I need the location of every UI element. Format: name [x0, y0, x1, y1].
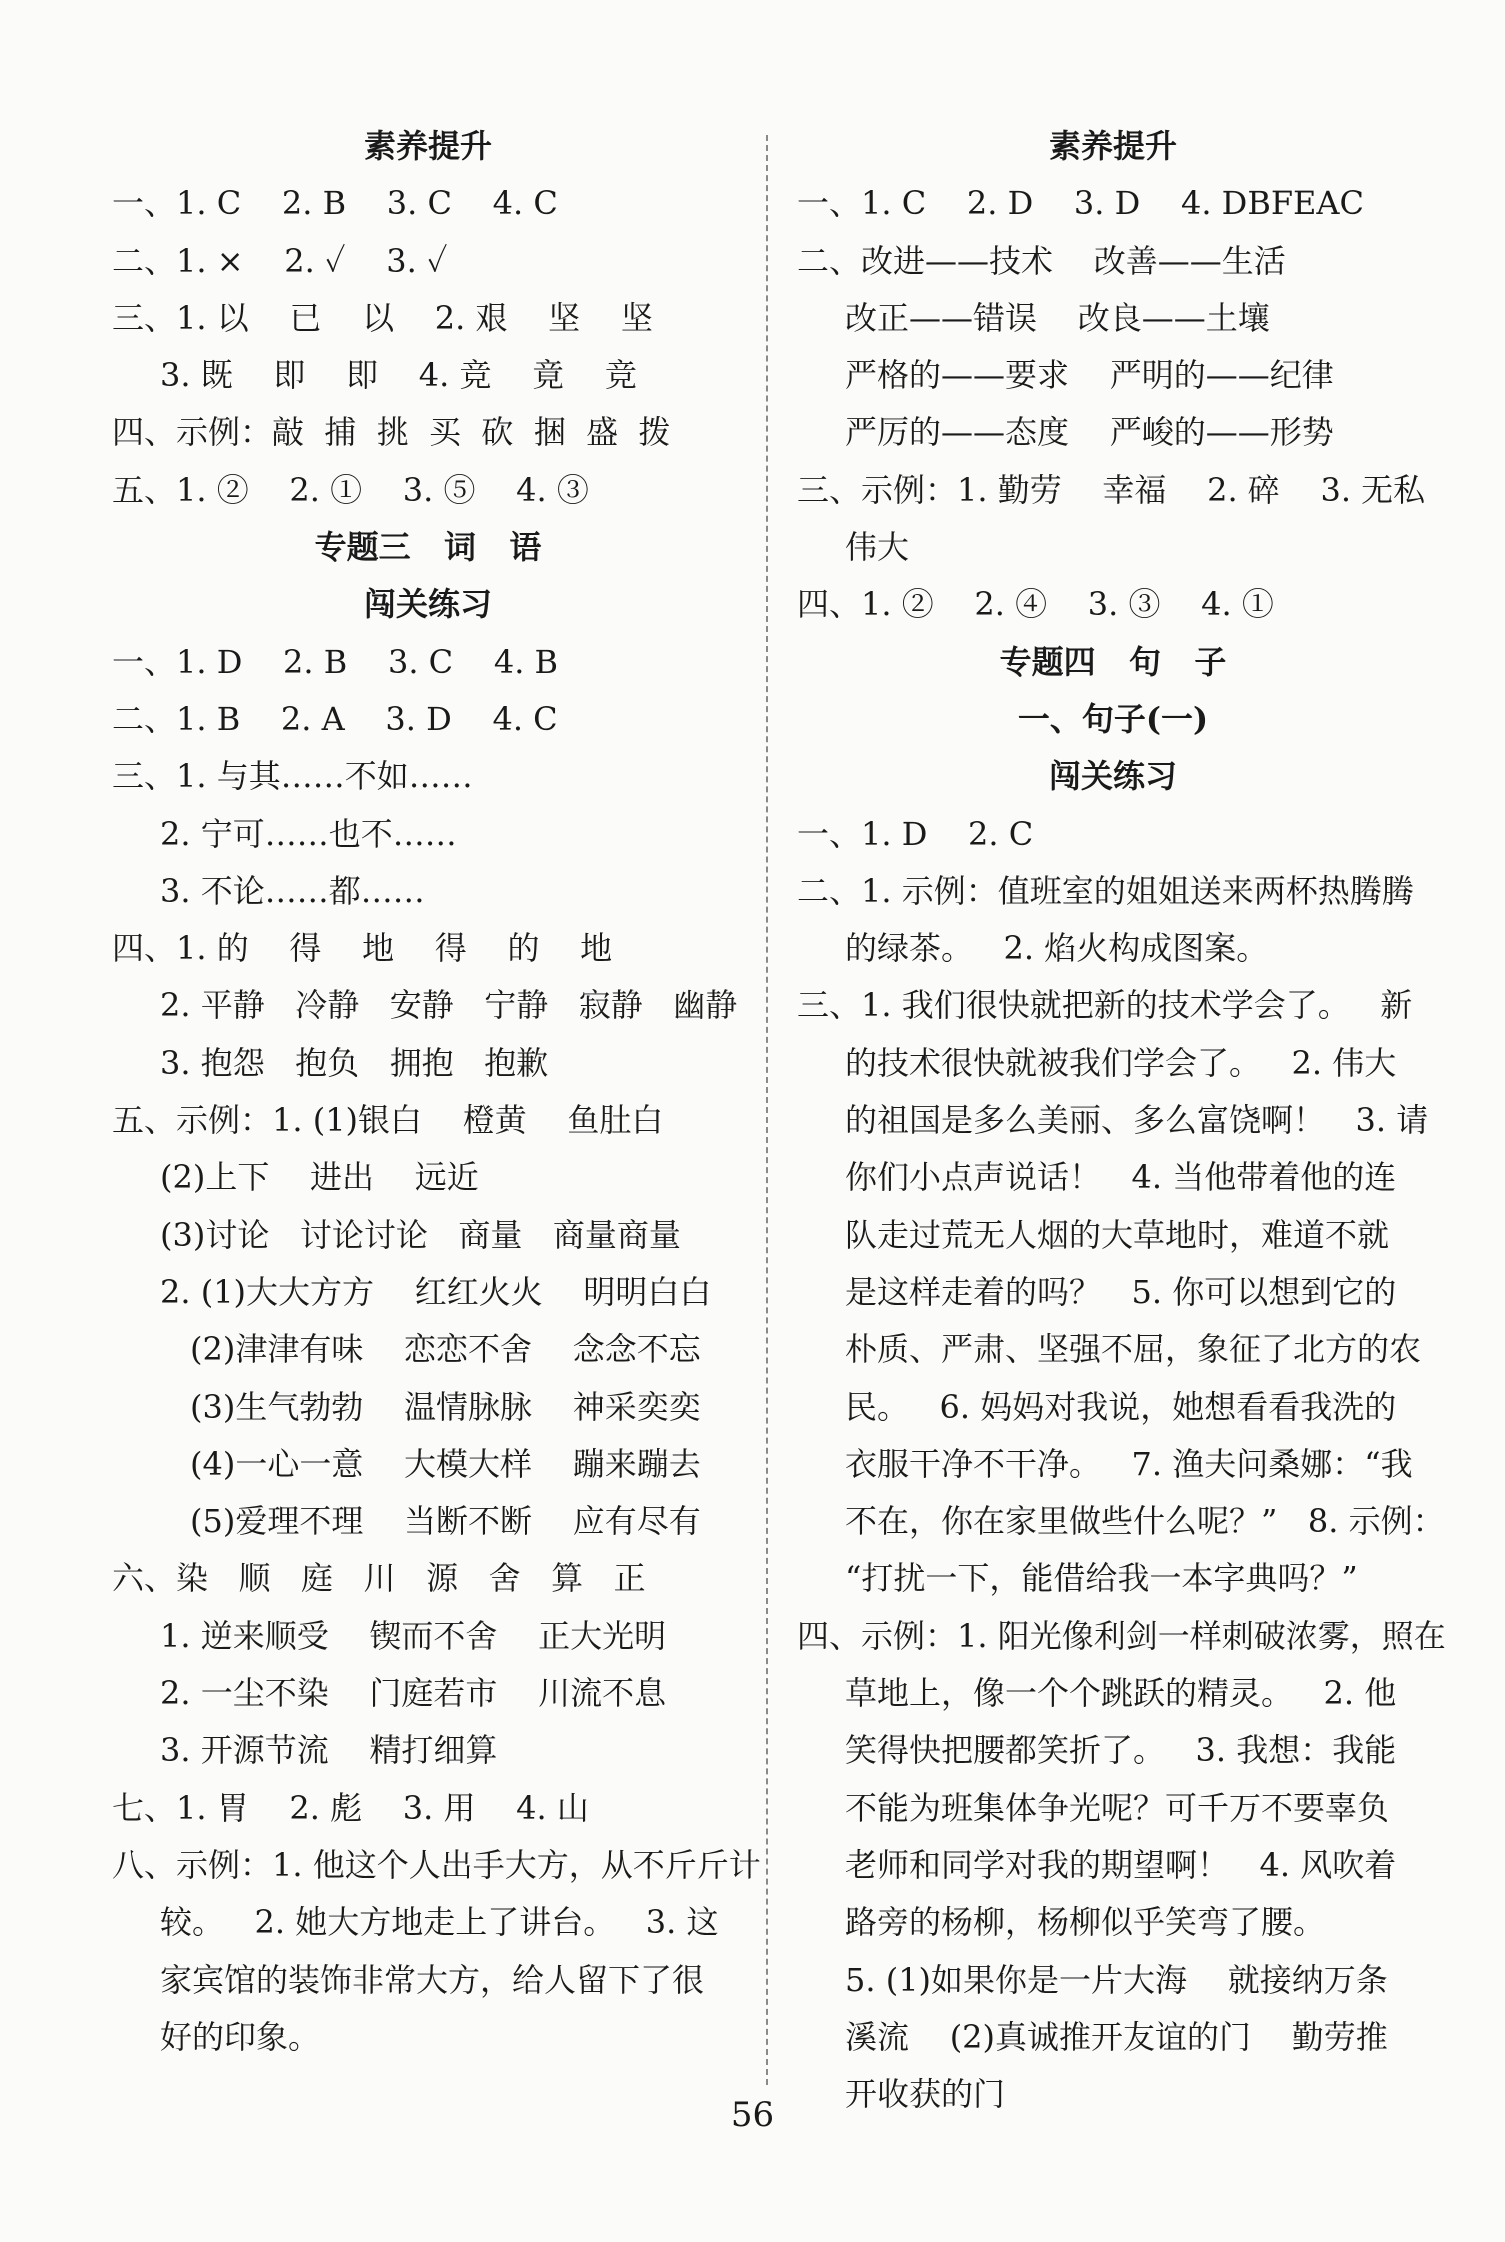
- answer-line: 四、1. 的 得 地 得 的 地: [112, 929, 613, 968]
- answer-line: 不在，你在家里做些什么呢？” 8. 示例：: [845, 1502, 1445, 1541]
- answer-line: 三、1. 我们很快就把新的技术学会了。 新: [797, 986, 1413, 1025]
- answer-line: (5)爱理不理 当断不断 应有尽有: [190, 1502, 701, 1541]
- answer-line: 朴质、严肃、坚强不屈，象征了北方的农: [845, 1330, 1422, 1369]
- answer-line: 二、1. 示例：值班室的姐姐送来两杯热腾腾: [797, 871, 1414, 910]
- answer-line: 溪流 (2)真诚推开友谊的门 勤劳推: [845, 2017, 1388, 2056]
- right-answer-column: [797, 118, 1446, 2123]
- answer-line: 改正——错误 改良——土壤: [845, 298, 1270, 337]
- answer-line: 七、1. 胃 2. 彪 3. 用 4. 山: [112, 1788, 589, 1827]
- answer-line: 衣服干净不干净。 7. 渔夫问桑娜：“我: [845, 1444, 1413, 1483]
- answer-line: 1. 逆来顺受 锲而不舍 正大光明: [160, 1616, 667, 1655]
- answer-line: 3. 抱怨 抱负 拥抱 抱歉: [160, 1043, 549, 1082]
- answer-line: 2. (1)大大方方 红红火火 明明白白: [160, 1272, 712, 1311]
- answer-line: 三、1. 以 已 以 2. 艰 坚 坚: [112, 298, 653, 337]
- answer-line: 好的印象。: [160, 2017, 321, 2056]
- answer-line: 较。 2. 她大方地走上了讲台。 3. 这: [160, 1903, 719, 1942]
- answer-line: (3)讨论 讨论讨论 商量 商量商量: [160, 1215, 681, 1254]
- page-number: 56: [730, 2095, 775, 2135]
- answer-line: (3)生气勃勃 温情脉脉 神采奕奕: [190, 1387, 701, 1426]
- answer-line: 八、示例：1. 他这个人出手大方，从不斤斤计: [112, 1845, 761, 1884]
- answer-line: 的绿茶。 2. 焰火构成图案。: [845, 929, 1269, 968]
- answer-line: 二、1. B 2. A 3. D 4. C: [112, 699, 558, 738]
- answer-line: (4)一心一意 大模大样 蹦来蹦去: [190, 1444, 701, 1483]
- answer-line: 的技术很快就被我们学会了。 2. 伟大: [845, 1043, 1397, 1082]
- answer-line: 是这样走着的吗？ 5. 你可以想到它的: [845, 1272, 1397, 1311]
- answer-line: 2. 宁可……也不……: [160, 814, 457, 853]
- section-heading: 闯关练习: [363, 585, 492, 624]
- answer-line: 队走过荒无人烟的大草地时，难道不就: [845, 1215, 1390, 1254]
- answer-line: 3. 既 即 即 4. 竞 竟 竞: [160, 356, 637, 395]
- answer-line: 3. 开源节流 精打细算: [160, 1731, 498, 1770]
- answer-line: 5. (1)如果你是一片大海 就接纳万条: [845, 1960, 1388, 1999]
- answer-line: 一、1. D 2. B 3. C 4. B: [112, 642, 559, 681]
- answer-line: “打扰一下，能借给我一本字典吗？”: [845, 1559, 1358, 1598]
- answer-line: 二、1. × 2. ✓ 3. ✓: [112, 241, 448, 280]
- section-heading: 素养提升: [363, 127, 492, 165]
- section-heading: 一、句子(一): [1017, 699, 1209, 738]
- answer-line: 不能为班集体争光呢？可千万不要辜负: [845, 1788, 1390, 1827]
- answer-line: 的祖国是多么美丽、多么富饶啊！ 3. 请: [845, 1101, 1429, 1140]
- section-heading: 专题三 词 语: [314, 528, 542, 567]
- left-answer-column: [112, 118, 761, 2066]
- answer-line: 四、示例：敲 捕 挑 买 砍 捆 盛 拨: [112, 413, 671, 452]
- answer-line: 三、示例：1. 勤劳 幸福 2. 碎 3. 无私: [797, 470, 1426, 509]
- answer-line: 一、1. C 2. B 3. C 4. C: [112, 184, 558, 223]
- answer-line: 伟大: [845, 528, 910, 567]
- answer-line: 一、1. C 2. D 3. D 4. DBFEAC: [797, 184, 1365, 223]
- answer-line: 路旁的杨柳，杨柳似乎笑弯了腰。: [845, 1903, 1326, 1942]
- answer-line: 你们小点声说话！ 4. 当他带着他的连: [845, 1158, 1397, 1197]
- answer-line: 2. 平静 冷静 安静 宁静 寂静 幽静: [160, 986, 738, 1025]
- answer-line: 民。 6. 妈妈对我说，她想看看我洗的: [845, 1387, 1397, 1426]
- answer-line: 严格的——要求 严明的——纪律: [845, 356, 1334, 395]
- answer-line: (2)津津有味 恋恋不舍 念念不忘: [190, 1330, 701, 1369]
- answer-line: 草地上，像一个个跳跃的精灵。 2. 他: [845, 1674, 1397, 1713]
- answer-line: 五、示例：1. (1)银白 橙黄 鱼肚白: [112, 1101, 664, 1140]
- section-heading: 素养提升: [1048, 127, 1177, 165]
- answer-line: 六、染 顺 庭 川 源 舍 算 正: [112, 1559, 646, 1598]
- answer-line: 开收获的门: [845, 2075, 1006, 2114]
- answer-line: 3. 不论……都……: [160, 871, 425, 910]
- answer-line: 2. 一尘不染 门庭若市 川流不息: [160, 1674, 667, 1713]
- answer-line: 三、1. 与其……不如……: [112, 757, 473, 796]
- answer-line: 笑得快把腰都笑折了。 3. 我想：我能: [845, 1731, 1397, 1770]
- answer-line: 一、1. D 2. C: [797, 814, 1034, 853]
- answer-line: 五、1. ② 2. ① 3. ⑤ 4. ③: [112, 470, 589, 509]
- answer-line: 四、示例：1. 阳光像利剑一样刺破浓雾，照在: [797, 1616, 1446, 1655]
- section-heading: 专题四 句 子: [999, 642, 1227, 681]
- answer-line: 家宾馆的装饰非常大方，给人留下了很: [160, 1960, 705, 1999]
- answer-line: (2)上下 进出 远近: [160, 1158, 479, 1197]
- column-divider: [766, 135, 768, 2085]
- answer-line: 四、1. ② 2. ④ 3. ③ 4. ①: [797, 585, 1274, 624]
- answer-line: 二、改进——技术 改善——生活: [797, 241, 1286, 280]
- section-heading: 闯关练习: [1048, 757, 1177, 796]
- answer-line: 严厉的——态度 严峻的——形势: [845, 413, 1334, 452]
- answer-line: 老师和同学对我的期望啊！ 4. 风吹着: [845, 1845, 1397, 1884]
